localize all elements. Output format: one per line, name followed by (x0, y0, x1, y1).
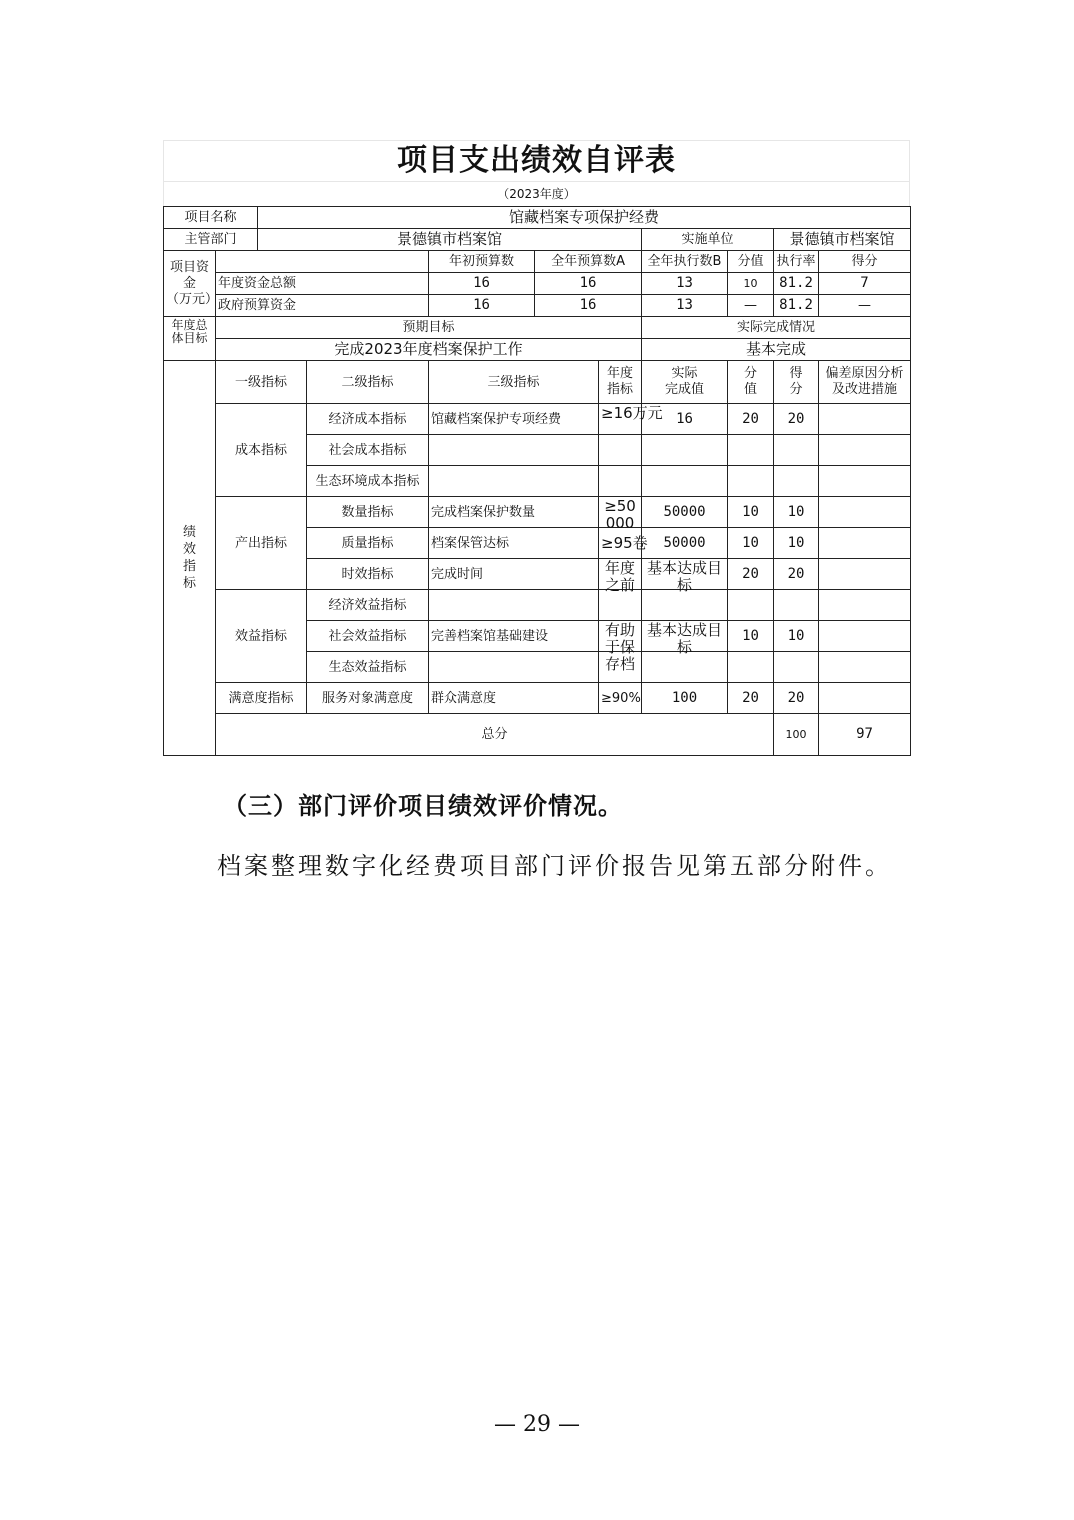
funds-row-rate: 81.2 (774, 295, 819, 317)
actual-value-cell (642, 435, 728, 466)
score-header: 得 分 (774, 361, 819, 404)
annual-target-cell (599, 435, 642, 466)
funds-header-score: 得分 (819, 251, 911, 273)
level1-satisfaction: 满意度指标 (216, 683, 307, 714)
indicator-row (164, 683, 911, 714)
department-value: 景德镇市档案馆 (258, 229, 642, 251)
level3-cell (429, 435, 599, 466)
indicator-row (164, 497, 911, 528)
funds-header-row (164, 251, 911, 273)
project-name-value: 馆藏档案专项保护经费 (258, 207, 911, 229)
level1-benefit: 效益指标 (216, 590, 307, 683)
score-value-cell (728, 652, 774, 683)
deviation-cell (819, 590, 911, 621)
table-year: （2023年度） (163, 181, 910, 206)
project-name-row (164, 207, 911, 229)
funds-row-full: 16 (535, 295, 642, 317)
annual-target-cell: 年度之前 (599, 559, 642, 590)
level2-cell: 经济成本指标 (307, 404, 429, 435)
project-name-label: 项目名称 (164, 207, 258, 229)
funds-header-initial: 年初预算数 (429, 251, 535, 273)
performance-table (163, 206, 911, 756)
expected-goal-value: 完成2023年度档案保护工作 (216, 339, 642, 361)
funds-row-rate: 81.2 (774, 273, 819, 295)
level2-cell: 生态环境成本指标 (307, 466, 429, 497)
funds-header-exec: 全年执行数B (642, 251, 728, 273)
deviation-cell (819, 404, 911, 435)
deviation-header: 偏差原因分析 及改进措施 (819, 361, 911, 404)
annual-target-cell: ≥50000 (599, 497, 642, 528)
funds-header-score-value: 分值 (728, 251, 774, 273)
score-cell: 20 (774, 559, 819, 590)
department-row (164, 229, 911, 251)
score-cell: 20 (774, 404, 819, 435)
actual-value-cell (642, 466, 728, 497)
score-cell (774, 652, 819, 683)
goal-header-row (164, 317, 911, 339)
funds-row-exec: 13 (642, 295, 728, 317)
deviation-cell (819, 621, 911, 652)
total-label: 总分 (216, 714, 774, 756)
annual-goal-label: 年度总体目标 (164, 317, 216, 361)
level2-header: 二级指标 (307, 361, 429, 404)
performance-self-evaluation-sheet (163, 140, 910, 756)
score-value-cell: 20 (728, 404, 774, 435)
level3-cell: 档案保管达标 (429, 528, 599, 559)
deviation-cell (819, 435, 911, 466)
actual-value-cell: 基本达成目标 (642, 621, 728, 652)
indicator-row (164, 590, 911, 621)
score-cell (774, 466, 819, 497)
actual-value-cell: 基本达成目标 (642, 559, 728, 590)
score-value-cell: 10 (728, 528, 774, 559)
score-value-cell: 10 (728, 621, 774, 652)
indicator-header-row (164, 361, 911, 404)
funds-row (164, 273, 911, 295)
performance-indicators-label: 绩效指标 (164, 361, 216, 756)
level2-cell: 时效指标 (307, 559, 429, 590)
total-score-value: 100 (774, 714, 819, 756)
total-row (164, 714, 911, 756)
funds-header-blank (216, 251, 429, 273)
funds-row-score-value: 10 (728, 273, 774, 295)
annual-target-cell: ≥90% (599, 683, 642, 714)
funds-row-score-value: — (728, 295, 774, 317)
level1-output: 产出指标 (216, 497, 307, 590)
table-title: 项目支出绩效自评表 (163, 140, 910, 181)
level3-cell (429, 466, 599, 497)
deviation-cell (819, 683, 911, 714)
indicator-row (164, 404, 911, 435)
actual-value-cell: 50000 (642, 497, 728, 528)
score-value-cell (728, 435, 774, 466)
deviation-cell (819, 528, 911, 559)
deviation-cell (819, 466, 911, 497)
funds-row-score: 7 (819, 273, 911, 295)
funds-row-score: — (819, 295, 911, 317)
funds-header-rate: 执行率 (774, 251, 819, 273)
funds-row-label: 政府预算资金 (216, 295, 429, 317)
level2-cell: 质量指标 (307, 528, 429, 559)
score-value-header: 分 值 (728, 361, 774, 404)
actual-value-header: 实际 完成值 (642, 361, 728, 404)
total-score: 97 (819, 714, 911, 756)
level2-cell: 经济效益指标 (307, 590, 429, 621)
score-cell: 10 (774, 528, 819, 559)
score-value-cell: 10 (728, 497, 774, 528)
score-value-cell (728, 466, 774, 497)
actual-completion-header: 实际完成情况 (642, 317, 911, 339)
level2-cell: 生态效益指标 (307, 652, 429, 683)
expected-goal-header: 预期目标 (216, 317, 642, 339)
implementing-unit-label: 实施单位 (642, 229, 774, 251)
deviation-cell (819, 652, 911, 683)
level1-header: 一级指标 (216, 361, 307, 404)
level2-cell: 数量指标 (307, 497, 429, 528)
funds-header-full: 全年预算数A (535, 251, 642, 273)
funds-row-initial: 16 (429, 273, 535, 295)
annual-target-cell: ≥16万元 (599, 404, 642, 435)
score-cell (774, 590, 819, 621)
section-heading: （三）部门评价项目绩效评价情况。 (223, 791, 623, 820)
score-cell: 10 (774, 621, 819, 652)
level3-cell: 完善档案馆基础建设 (429, 621, 599, 652)
level3-cell: 馆藏档案保护专项经费 (429, 404, 599, 435)
page-number: — 29 — (494, 1412, 580, 1437)
level1-cost: 成本指标 (216, 404, 307, 497)
implementing-unit-value: 景德镇市档案馆 (774, 229, 911, 251)
level2-cell: 社会效益指标 (307, 621, 429, 652)
score-cell (774, 435, 819, 466)
score-value-cell (728, 590, 774, 621)
actual-value-cell: 50000 (642, 528, 728, 559)
annual-target-cell (599, 466, 642, 497)
annual-target-cell: ≥95卷 (599, 528, 642, 559)
annual-target-header: 年度 指标 (599, 361, 642, 404)
funds-row-exec: 13 (642, 273, 728, 295)
body-paragraph: 档案整理数字化经费项目部门评价报告见第五部分附件。 (217, 852, 892, 880)
annual-target-cell (599, 590, 642, 621)
actual-value-cell (642, 590, 728, 621)
funds-row-initial: 16 (429, 295, 535, 317)
actual-completion-value: 基本完成 (642, 339, 911, 361)
actual-value-cell: 100 (642, 683, 728, 714)
score-cell: 10 (774, 497, 819, 528)
annual-target-cell: 有助于保存档 (599, 621, 642, 652)
goal-row (164, 339, 911, 361)
score-cell: 20 (774, 683, 819, 714)
level3-cell: 完成档案保护数量 (429, 497, 599, 528)
level3-cell (429, 590, 599, 621)
level2-cell: 服务对象满意度 (307, 683, 429, 714)
score-value-cell: 20 (728, 559, 774, 590)
level3-cell (429, 652, 599, 683)
funds-row-full: 16 (535, 273, 642, 295)
level3-cell: 群众满意度 (429, 683, 599, 714)
deviation-cell (819, 497, 911, 528)
department-label: 主管部门 (164, 229, 258, 251)
level3-header: 三级指标 (429, 361, 599, 404)
score-value-cell: 20 (728, 683, 774, 714)
funds-row (164, 295, 911, 317)
funds-label: 项目资金 （万元） (164, 251, 216, 317)
funds-row-label: 年度资金总额 (216, 273, 429, 295)
actual-value-cell: 16 (642, 404, 728, 435)
actual-value-cell (642, 652, 728, 683)
deviation-cell (819, 559, 911, 590)
level3-cell: 完成时间 (429, 559, 599, 590)
level2-cell: 社会成本指标 (307, 435, 429, 466)
